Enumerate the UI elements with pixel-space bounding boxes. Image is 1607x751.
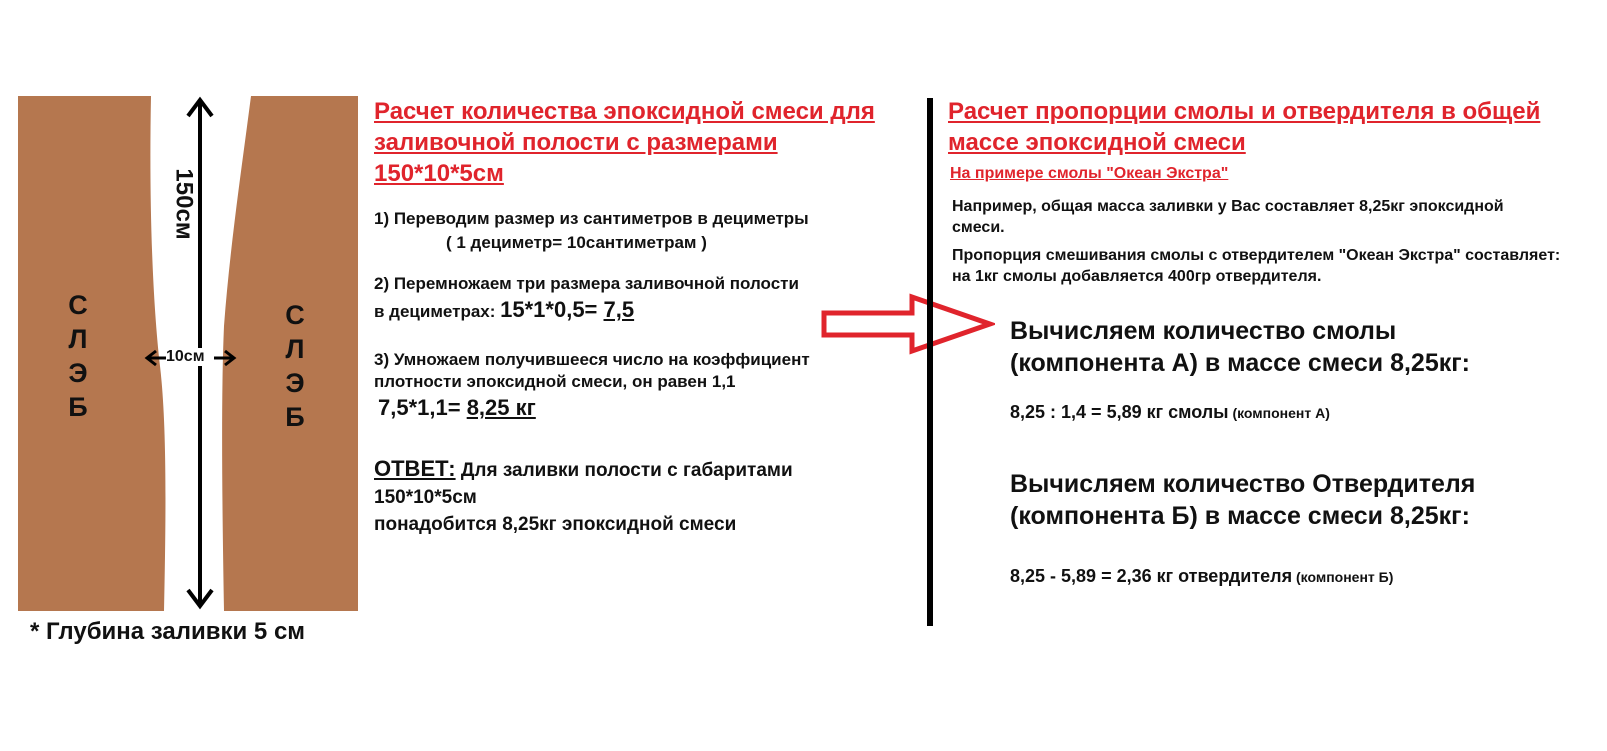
slab-letter: Л — [285, 334, 305, 364]
step2-equation — [374, 297, 634, 323]
step2-text: 2) Перемножаем три размера заливочной полости — [374, 274, 799, 293]
step3-result: 8,25 кг — [466, 395, 536, 420]
example-label: На примере смолы "Океан Экстра" — [950, 165, 1229, 182]
step2-result: 7,5 — [603, 297, 635, 322]
calc-hardener-heading-line2: (компонента Б) в массе смеси 8,25кг: — [1010, 502, 1470, 530]
calc-resin-heading-line2: (компонента А) в массе смеси 8,25кг: — [1010, 349, 1470, 377]
left-title: Расчет количества эпоксидной смеси для заливочной полости с размерами 150*10*5см — [374, 98, 875, 187]
calc-hardener-eq-text: 8,25 - 5,89 = 2,36 кг отвердителя — [1010, 566, 1293, 586]
calc-hardener-heading — [1010, 468, 1475, 532]
slab-letter: Б — [285, 402, 305, 432]
calc-resin-eq-paren: (компонент А) — [1228, 405, 1330, 421]
answer-line1: Для заливки полости с габаритами — [455, 460, 793, 481]
calc-hardener-heading-line1: Вычисляем количество Отвердителя — [1010, 470, 1476, 498]
step1-note: ( 1 дециметр= 10сантиметрам ) — [446, 233, 707, 252]
example-text: Например, общая масса заливки у Вас составляет 8,25кг эпоксидной смеси. — [952, 198, 1504, 236]
step3-text: 3) Умножаем получившееся число на коэффициент плотности эпоксидной смеси, он равен 1,1 — [374, 350, 810, 391]
step3-expr: 7,5*1,1= — [378, 395, 467, 420]
calc-hardener-eq-paren: (компонент Б) — [1292, 569, 1394, 585]
depth-note: * Глубина заливки 5 см — [30, 618, 306, 645]
calc-resin-heading — [1010, 315, 1470, 379]
slab-letter: Э — [285, 368, 305, 398]
length-label: 150см — [170, 168, 198, 240]
calc-resin-heading-line1: Вычисляем количество смолы — [1010, 317, 1397, 345]
vertical-divider — [927, 98, 933, 626]
answer-label: ОТВЕТ: — [374, 456, 456, 481]
step2-expr: 15*1*0,5= — [500, 297, 604, 322]
slab-letters-right — [280, 298, 310, 434]
length-label-wrap — [168, 156, 232, 266]
slab-letter: Л — [68, 324, 88, 354]
answer-line3: понадобится 8,25кг эпоксидной смеси — [374, 514, 737, 535]
calc-resin-eq-text: 8,25 : 1,4 = 5,89 кг смолы — [1010, 402, 1229, 422]
calc-resin-equation — [1010, 402, 1330, 423]
calc-hardener-equation — [1010, 566, 1393, 587]
width-label: 10см — [166, 348, 205, 365]
slab-letter: С — [68, 290, 88, 320]
right-title: Расчет пропорции смолы и отвердителя в общей массе эпоксидной смеси — [948, 98, 1541, 156]
slab-letter: С — [285, 300, 305, 330]
slab-letters-left — [63, 288, 93, 424]
answer-line2: 150*10*5см — [374, 487, 477, 508]
slab-letter: Б — [68, 392, 88, 422]
step2-prefix: в дециметрах: — [374, 302, 501, 321]
proportion-text: Пропорция смешивания смолы с отвердителем "Океан Экстра" составляет: на 1кг смолы добавляется 400гр отвердителя. — [952, 247, 1561, 285]
answer-block — [374, 455, 914, 538]
step3-equation — [378, 395, 536, 421]
step1-text: 1) Переводим размер из сантиметров в дециметры — [374, 209, 809, 228]
slab-letter: Э — [68, 358, 88, 388]
cavity-diagram — [18, 96, 358, 611]
right-arrow-icon — [820, 293, 995, 355]
